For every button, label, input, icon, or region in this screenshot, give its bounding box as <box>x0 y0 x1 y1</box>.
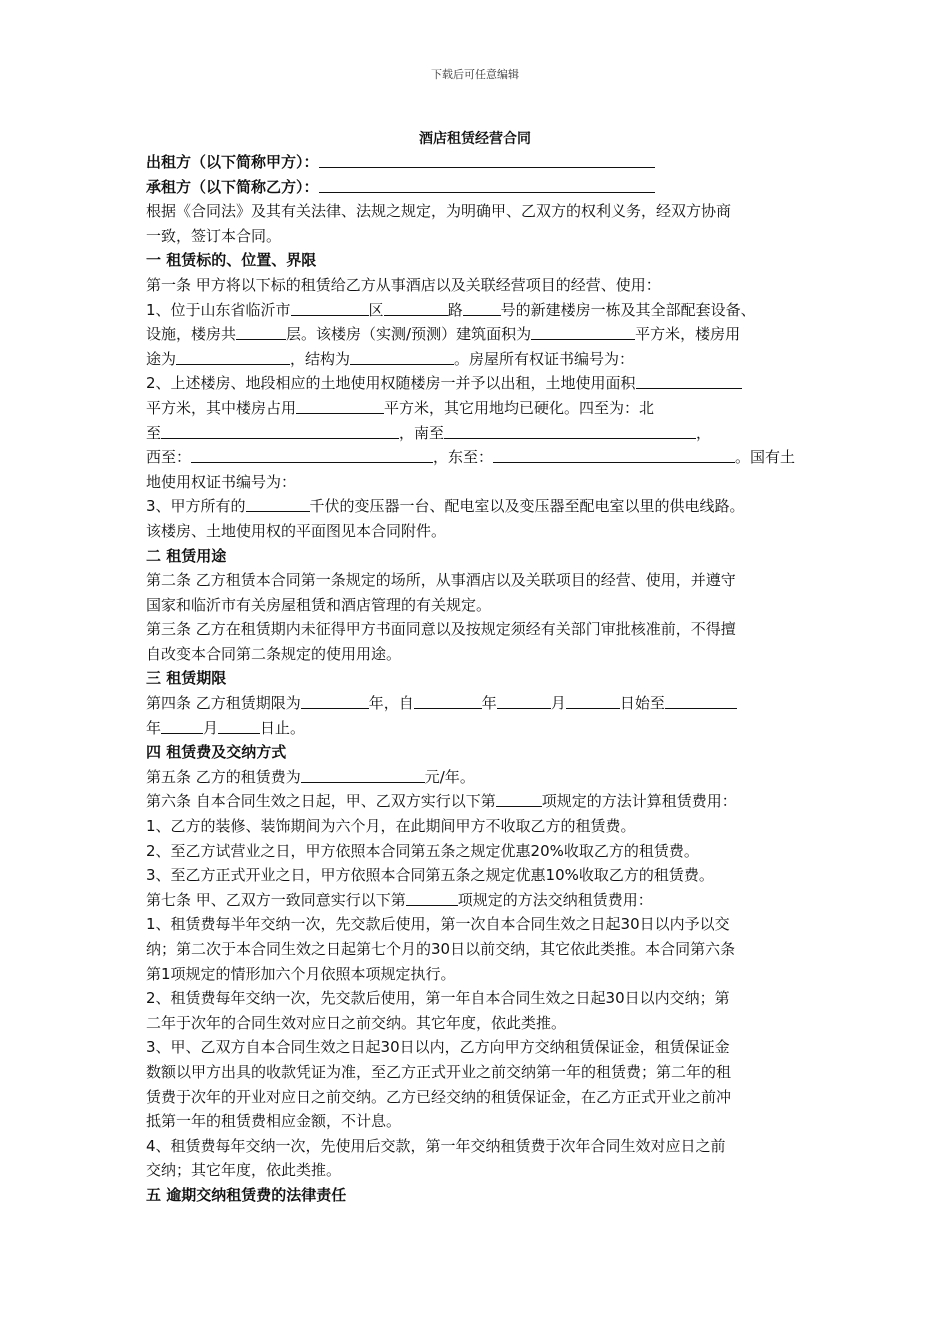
section-3-heading: 三 租赁期限 <box>146 669 227 688</box>
item-3-line-2: 该楼房、土地使用权的平面图见本合同附件。 <box>146 521 447 540</box>
header-note: 下载后可任意编辑 <box>431 68 519 81</box>
article-6-item-2: 2、至乙方试营业之日，甲方依照本合同第五条之规定优惠20%收取乙方的租赁费。 <box>146 841 699 860</box>
item-2-line-1: 2、上述楼房、地段相应的土地使用权随楼房一并予以出租，土地使用面积 <box>146 371 814 396</box>
article-7-line-8: 赁费于次年的开业对应日之前交纳。乙方已经交纳的租赁保证金，在乙方正式开业之前冲 <box>146 1087 732 1106</box>
article-7: 第七条 甲、乙双方一致同意实行以下第 项规定的方法交纳租赁费用： <box>146 890 653 909</box>
section-1-heading: 一 租赁标的、位置、界限 <box>146 251 317 270</box>
article-7-line-5: 二年于次年的合同生效对应日之前交纳。其它年度，依此类推。 <box>146 1013 567 1032</box>
article-7-line-4: 2、租赁费每年交纳一次，先交款后使用，第一年自本合同生效之日起30日以内交纳；第 <box>146 989 730 1008</box>
section-2-heading: 二 租赁用途 <box>146 546 227 565</box>
article-7-line-7: 数额以甲方出具的收款凭证为准，至乙方正式开业之前交纳第一年的租赁费；第二年的租 <box>146 1062 732 1081</box>
article-5: 第五条 乙方的租赁费为 元/年。 <box>146 767 475 786</box>
article-3-line-2: 自改变本合同第二条规定的使用用途。 <box>146 644 402 663</box>
article-7-line-2: 纳；第二次于本合同生效之日起第七个月的30日以前交纳，其它依此类推。本合同第六条 <box>146 940 736 958</box>
lessee-line: 承租方（以下简称乙方）： <box>146 175 814 200</box>
article-7-line-9: 抵第一年的租赁费相应金额，不计息。 <box>146 1112 402 1131</box>
section-4-heading: 四 租赁费及交纳方式 <box>146 743 287 762</box>
lessee-blank <box>319 177 655 193</box>
item-2-line-3: 至 ，南至 ， <box>146 423 712 442</box>
article-6-item-3: 3、至乙方正式开业之日，甲方依照本合同第五条之规定优惠10%收取乙方的租赁费。 <box>146 866 714 885</box>
article-2-line-1: 第二条 乙方租赁本合同第一条规定的场所，从事酒店以及关联项目的经营、使用，并遵守 <box>146 571 736 590</box>
item-1-line-3: 途为 ，结构为 。房屋所有权证书编号为： <box>146 349 635 368</box>
item-3-line-1: 3、甲方所有的 千伏的变压器一台、配电室以及变压器至配电室以里的供电线路。 <box>146 497 745 516</box>
article-6-item-1: 1、乙方的装修、装饰期间为六个月，在此期间甲方不收取乙方的租赁费。 <box>146 817 636 836</box>
item-1-line-2: 设施，楼房共 层。该楼房（实测/预测）建筑面积为 平方米，楼房用 <box>146 325 741 344</box>
section-5-heading: 五 逾期交纳租赁费的法律责任 <box>146 1185 347 1204</box>
article-4-line-2: 年 月 日止。 <box>146 718 306 737</box>
lessor-line: 出租方（以下简称甲方）： <box>146 150 814 175</box>
article-3-line-1: 第三条 乙方在租赁期内未征得甲方书面同意以及按规定须经有关部门审批核准前，不得擅 <box>146 620 736 639</box>
article-1: 第一条 甲方将以下标的租赁给乙方从事酒店以及关联经营项目的经营、使用： <box>146 275 661 294</box>
article-2-line-2: 国家和临沂市有关房屋租赁和酒店管理的有关规定。 <box>146 595 492 614</box>
intro-line-1: 根据《合同法》及其有关法律、法规之规定，为明确甲、乙双方的权利义务，经双方协商 <box>146 202 732 221</box>
article-7-line-6: 3、甲、乙双方自本合同生效之日起30日以内，乙方向甲方交纳租赁保证金，租赁保证金 <box>146 1038 730 1057</box>
item-2-line-4: 西至： ，东至： 。国有土 <box>146 448 796 467</box>
contract-title: 酒店租赁经营合同 <box>419 131 531 147</box>
article-4-line-1: 第四条 乙方租赁期限为 年，自 年 月 日始至 <box>146 691 814 716</box>
article-7-line-10: 4、租赁费每年交纳一次，先使用后交款，第一年交纳租赁费于次年合同生效对应日之前 <box>146 1136 726 1155</box>
item-2-line-5: 地使用权证书编号为： <box>146 472 297 491</box>
intro-line-2: 一致，签订本合同。 <box>146 226 282 245</box>
article-7-line-11: 交纳；其它年度，依此类推。 <box>146 1161 342 1180</box>
article-7-line-1: 1、租赁费每半年交纳一次，先交款后使用，第一次自本合同生效之日起30日以内予以交 <box>146 915 730 934</box>
lessor-blank <box>319 152 655 168</box>
item-1-line-1: 1、位于山东省临沂市 区 路 号的新建楼房一栋及其全部配套设备、 <box>146 300 756 319</box>
article-6: 第六条 自本合同生效之日起，甲、乙双方实行以下第 项规定的方法计算租赁费用： <box>146 792 737 811</box>
item-2-line-2: 平方米，其中楼房占用 平方米，其它用地均已硬化。四至为：北 <box>146 398 655 417</box>
article-7-line-3: 第1项规定的情形加六个月依照本项规定执行。 <box>146 964 456 983</box>
contract-body <box>146 150 814 1208</box>
